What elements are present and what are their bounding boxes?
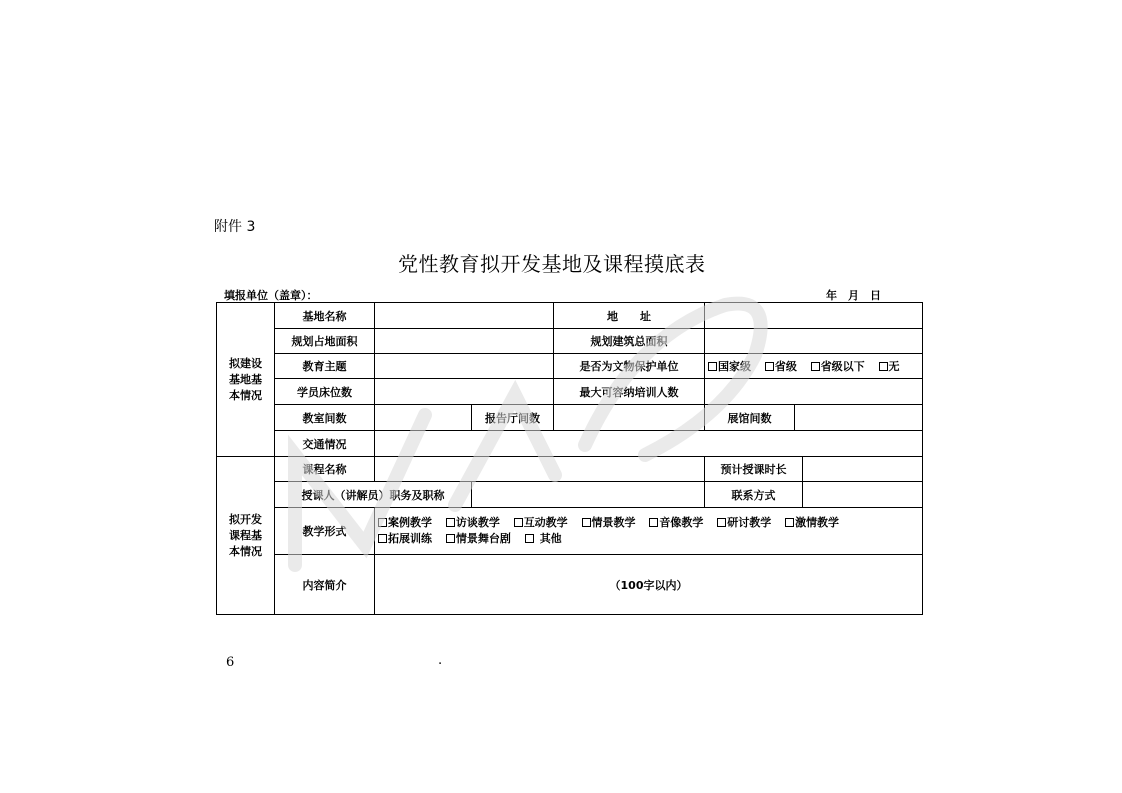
classrooms-field[interactable] (375, 405, 472, 431)
attachment-label: 附件 3 (214, 219, 256, 235)
checkbox-icon (446, 518, 455, 527)
section-course-label: 拟开发课程基本情况 (217, 457, 275, 615)
form-option-outdoor[interactable]: 拓展训练 (378, 531, 432, 547)
protection-option-below-provincial[interactable]: 省级以下 (811, 358, 865, 374)
checkbox-icon (582, 518, 591, 527)
form-option-interview[interactable]: 访谈教学 (446, 515, 500, 531)
checkbox-icon (765, 362, 774, 371)
planned-building-area-label: 规划建筑总面积 (554, 329, 705, 354)
form-option-passion[interactable]: 激情教学 (785, 515, 839, 531)
section-base-label: 拟建设基地基本情况 (217, 303, 275, 457)
planned-hours-label: 预计授课时长 (705, 457, 803, 482)
contact-label: 联系方式 (705, 482, 803, 508)
base-name-field[interactable] (375, 303, 554, 329)
max-trainees-field[interactable] (705, 379, 923, 405)
date-label: 年 月 日 (826, 289, 881, 302)
content-hint: （100字以内） (609, 578, 688, 592)
page-number: 6 (226, 655, 235, 670)
checkbox-icon (378, 534, 387, 543)
exhibition-halls-field[interactable] (795, 405, 923, 431)
course-name-field[interactable] (375, 457, 705, 482)
contact-field[interactable] (803, 482, 923, 508)
form-option-seminar[interactable]: 研讨教学 (717, 515, 771, 531)
teaching-form-options (375, 508, 923, 555)
base-name-label: 基地名称 (275, 303, 375, 329)
form-option-stage-play[interactable]: 情景舞台剧 (446, 531, 511, 547)
lecture-halls-field[interactable] (554, 405, 705, 431)
protection-options (705, 354, 923, 379)
traffic-field[interactable] (375, 431, 923, 457)
student-beds-label: 学员床位数 (275, 379, 375, 405)
exhibition-halls-label: 展馆间数 (705, 405, 795, 431)
planned-hours-field[interactable] (803, 457, 923, 482)
form-option-audiovisual[interactable]: 音像教学 (649, 515, 703, 531)
checkbox-icon (785, 518, 794, 527)
checkbox-icon (525, 534, 534, 543)
address-label: 地 址 (554, 303, 705, 329)
checkbox-icon (708, 362, 717, 371)
planned-land-area-field[interactable] (375, 329, 554, 354)
form-option-scenario[interactable]: 情景教学 (582, 515, 636, 531)
form-option-case[interactable]: 案例教学 (378, 515, 432, 531)
form-option-other[interactable]: 其他 (525, 531, 562, 547)
student-beds-field[interactable] (375, 379, 554, 405)
protection-option-provincial[interactable]: 省级 (765, 358, 797, 374)
lecturer-label: 授课人（讲解员）职务及职称 (275, 482, 472, 508)
unit-label: 填报单位（盖章）： (224, 289, 318, 302)
protection-option-national[interactable]: 国家级 (708, 358, 751, 374)
checkbox-icon (811, 362, 820, 371)
classrooms-label: 教室间数 (275, 405, 375, 431)
checkbox-icon (514, 518, 523, 527)
planned-land-area-label: 规划占地面积 (275, 329, 375, 354)
form-option-interactive[interactable]: 互动教学 (514, 515, 568, 531)
content-intro-label: 内容简介 (275, 555, 375, 615)
footer-dot: . (438, 653, 443, 668)
course-name-label: 课程名称 (275, 457, 375, 482)
planned-building-area-field[interactable] (705, 329, 923, 354)
protected-unit-label: 是否为文物保护单位 (554, 354, 705, 379)
education-theme-field[interactable] (375, 354, 554, 379)
education-theme-label: 教育主题 (275, 354, 375, 379)
protection-option-none[interactable]: 无 (879, 358, 900, 374)
traffic-label: 交通情况 (275, 431, 375, 457)
max-trainees-label: 最大可容纳培训人数 (554, 379, 705, 405)
checkbox-icon (378, 518, 387, 527)
checkbox-icon (446, 534, 455, 543)
teaching-form-label: 教学形式 (275, 508, 375, 555)
lecturer-field[interactable] (472, 482, 705, 508)
checkbox-icon (879, 362, 888, 371)
lecture-halls-label: 报告厅间数 (472, 405, 554, 431)
checkbox-icon (717, 518, 726, 527)
checkbox-icon (649, 518, 658, 527)
survey-table (216, 302, 923, 615)
form-title: 党性教育拟开发基地及课程摸底表 (398, 252, 706, 276)
content-intro-field[interactable] (375, 555, 923, 615)
address-field[interactable] (705, 303, 923, 329)
